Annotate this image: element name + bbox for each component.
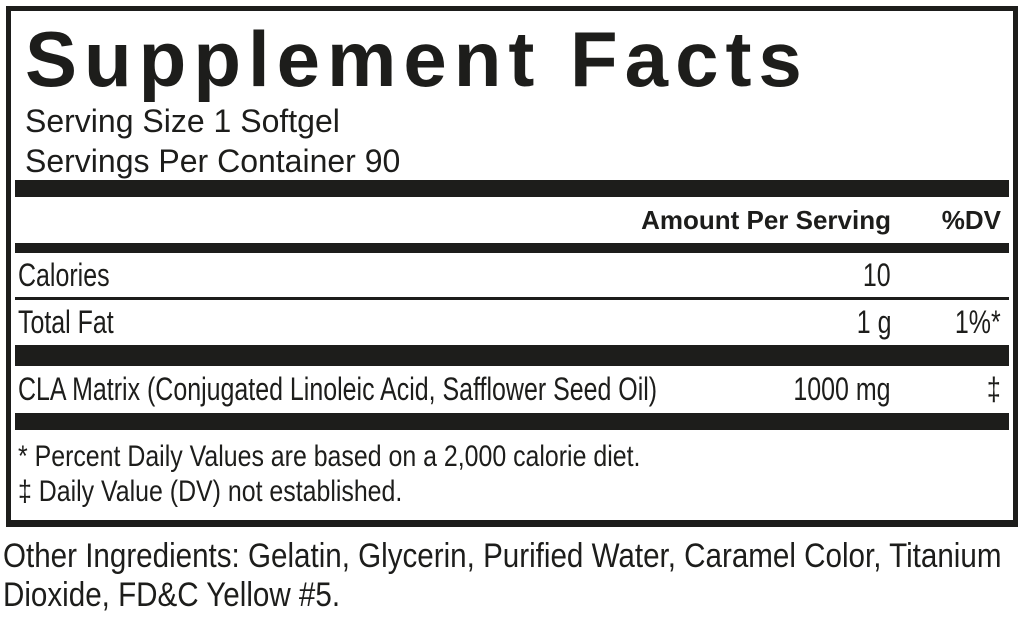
- table-row-cla-matrix: [15, 366, 1009, 413]
- footnote-dv-not-established: ‡ Daily Value (DV) not established.: [18, 475, 403, 508]
- table-row-total-fat: [15, 300, 1009, 345]
- nutrient-amount: 10: [863, 256, 891, 293]
- footnotes: [15, 430, 1009, 509]
- nutrient-amount: 1000 mg: [793, 371, 891, 407]
- amount-per-serving-header: Amount Per Serving: [641, 204, 891, 235]
- header-divider: [15, 243, 1009, 253]
- nutrient-dv: ‡: [987, 371, 1001, 407]
- thick-divider-bottom: [15, 413, 1009, 430]
- column-header-row: [15, 197, 1009, 243]
- nutrient-name: CLA Matrix (Conjugated Linoleic Acid, Safflower Seed Oil): [18, 371, 658, 407]
- nutrient-name: Calories: [18, 256, 110, 293]
- thick-divider-top: [15, 180, 1009, 197]
- nutrient-amount: 1 g: [856, 304, 891, 340]
- servings-per-container: Servings Per Container 90: [25, 143, 401, 179]
- panel-header: [15, 11, 1009, 180]
- serving-size: Serving Size 1 Softgel: [25, 103, 340, 139]
- nutrient-name: Total Fat: [18, 304, 114, 340]
- percent-dv-header: %DV: [941, 204, 1001, 235]
- panel-title: Supplement Facts: [25, 15, 809, 103]
- nutrient-dv: 1%*: [955, 304, 1001, 340]
- footnote-daily-values: * Percent Daily Values are based on a 2,000 calorie diet.: [18, 440, 641, 473]
- thick-divider-middle: [15, 345, 1009, 366]
- supplement-facts-panel: [6, 6, 1018, 527]
- table-row-calories: [15, 253, 1009, 297]
- other-ingredients: Other Ingredients: Gelatin, Glycerin, Purified Water, Caramel Color, Titanium Dioxide, FD&C Yellow #5.: [3, 537, 1002, 614]
